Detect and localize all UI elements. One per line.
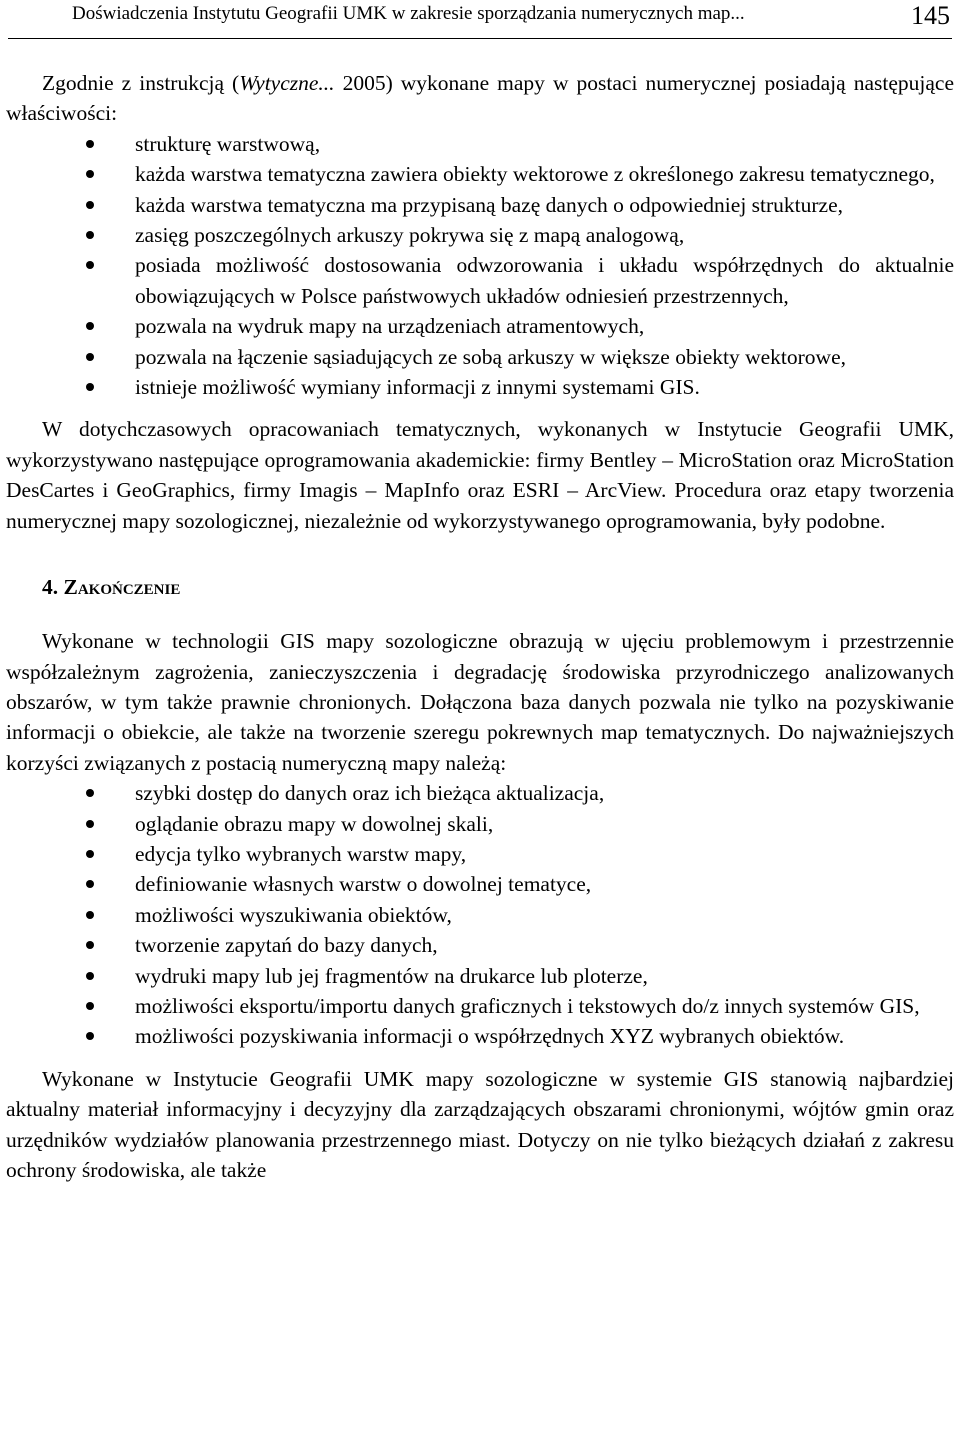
list-item-text: możliwości eksportu/importu danych graficznych i tekstowych do/z innych systemów GIS, xyxy=(135,993,920,1018)
bullet-icon xyxy=(86,261,94,269)
list-item-text: szybki dostęp do danych oraz ich bieżąca aktualizacja, xyxy=(135,781,605,806)
list-item-text: strukturę warstwową, xyxy=(135,131,321,156)
list-item xyxy=(6,372,954,402)
bullet-icon xyxy=(86,972,94,980)
bullet-icon xyxy=(86,941,94,949)
bullet-icon xyxy=(86,789,94,797)
list-item-text: tworzenie zapytań do bazy danych, xyxy=(135,933,438,958)
list-item xyxy=(6,250,954,311)
list-item xyxy=(6,159,954,189)
bullet-icon xyxy=(86,850,94,858)
intro-citation: Wytyczne... xyxy=(239,71,335,95)
list-item xyxy=(6,869,954,899)
bullet-icon xyxy=(86,140,94,148)
bullet-icon xyxy=(86,201,94,209)
list-item-text: oglądanie obrazu mapy w dowolnej skali, xyxy=(135,811,494,836)
list-item xyxy=(6,839,954,869)
header-divider xyxy=(8,38,952,39)
list-item xyxy=(6,930,954,960)
bullet-icon xyxy=(86,911,94,919)
list-item xyxy=(6,778,954,808)
list-item xyxy=(6,220,954,250)
list-item xyxy=(6,961,954,991)
list-item-text: definiowanie własnych warstw o dowolnej tematyce, xyxy=(135,872,592,897)
list-item-text: istnieje możliwość wymiany informacji z innymi systemami GIS. xyxy=(135,375,700,400)
list-item xyxy=(6,190,954,220)
final-paragraph: Wykonane w Instytucie Geografii UMK mapy sozologiczne w systemie GIS stanowią najbardziej aktualny materiał informacyjny i decyzyjny dla zarządzających obszarami chronionymi, wójtów gmin oraz urzędników wydziałów planowania przestrzennego miast. Dotyczy on nie tylko bieżących działań z zakresu ochrony środowiska, ale także xyxy=(6,1066,954,1182)
bullet-icon xyxy=(86,880,94,888)
list-item-text: każda warstwa tematyczna ma przypisaną bazę danych o odpowiedniej strukturze, xyxy=(135,192,844,217)
list-item xyxy=(6,809,954,839)
running-header-title: Doświadczenia Instytutu Geografii UMK w zakresie sporządzania numerycznych map... xyxy=(72,3,745,24)
list-item xyxy=(6,129,954,159)
section-heading: 4. Zakończenie xyxy=(42,575,181,600)
list-item xyxy=(6,900,954,930)
list-item-text: pozwala na wydruk mapy na urządzeniach atramentowych, xyxy=(135,314,645,339)
intro-text-end: 2005) wykonane mapy w postaci numerycznej posiadają następujące właściwości: xyxy=(6,71,954,126)
bullet-icon xyxy=(86,820,94,828)
bullet-icon xyxy=(86,322,94,330)
list-item xyxy=(6,311,954,341)
list-item xyxy=(6,991,954,1021)
bullet-icon xyxy=(86,170,94,178)
list-item-text: edycja tylko wybranych warstw mapy, xyxy=(135,841,467,866)
bullet-icon xyxy=(86,1002,94,1010)
page-content xyxy=(6,68,954,1185)
intro-text-start: Zgodnie z instrukcją ( xyxy=(42,71,240,95)
properties-list xyxy=(6,129,954,403)
bullet-icon xyxy=(86,353,94,361)
conclusion-paragraph: Wykonane w technologii GIS mapy sozologiczne obrazują w ujęciu problemowym i przestrzennie współzależnym zagrożenia, zanieczyszczenia i degradację środowiska przyrodniczego analizowanych obszarów, w tym także prawnie chronionych. Dołączona baza danych pozwala nie tylko na pozyskiwanie informacji o obiekcie, ale także na tworzenie szeregu pokrewnych map tematycznych. Do najważniejszych korzyści związanych z postacią numeryczną mapy należą: xyxy=(6,629,954,775)
list-item-text: możliwości wyszukiwania obiektów, xyxy=(135,902,452,927)
bullet-icon xyxy=(86,383,94,391)
list-item xyxy=(6,1021,954,1051)
list-item-text: zasięg poszczególnych arkuszy pokrywa się z mapą analogową, xyxy=(135,223,685,248)
intro-paragraph xyxy=(6,68,954,129)
list-item-text: pozwala na łączenie sąsiadujących ze sobą arkuszy w większe obiekty wektorowe, xyxy=(135,344,846,369)
page-number: 145 xyxy=(911,1,950,30)
list-item-text: wydruki mapy lub jej fragmentów na drukarce lub ploterze, xyxy=(135,963,648,988)
benefits-list xyxy=(6,778,954,1052)
bullet-icon xyxy=(86,1032,94,1040)
list-item-text: możliwości pozyskiwania informacji o współrzędnych XYZ wybranych obiektów. xyxy=(135,1024,845,1049)
software-paragraph: W dotychczasowych opracowaniach tematycznych, wykonanych w Instytucie Geografii UMK, wykorzystywano następujące oprogramowania akademickie: firmy Bentley – MicroStation oraz MicroStation DesCartes i GeoGraphics, firmy Imagis – MapInfo oraz ESRI – ArcView. Procedura oraz etapy tworzenia numerycznej mapy sozologicznej, niezależnie od wykorzystywanego oprogramowania, były podobne. xyxy=(6,417,954,533)
list-item xyxy=(6,342,954,372)
list-item-text: posiada możliwość dostosowania odwzorowania i układu współrzędnych do aktualnie obowiązujących w Polsce państwowych układów odniesień przestrzennych, xyxy=(135,253,954,308)
list-item-text: każda warstwa tematyczna zawiera obiekty wektorowe z określonego zakresu tematycznego, xyxy=(135,162,935,187)
bullet-icon xyxy=(86,231,94,239)
